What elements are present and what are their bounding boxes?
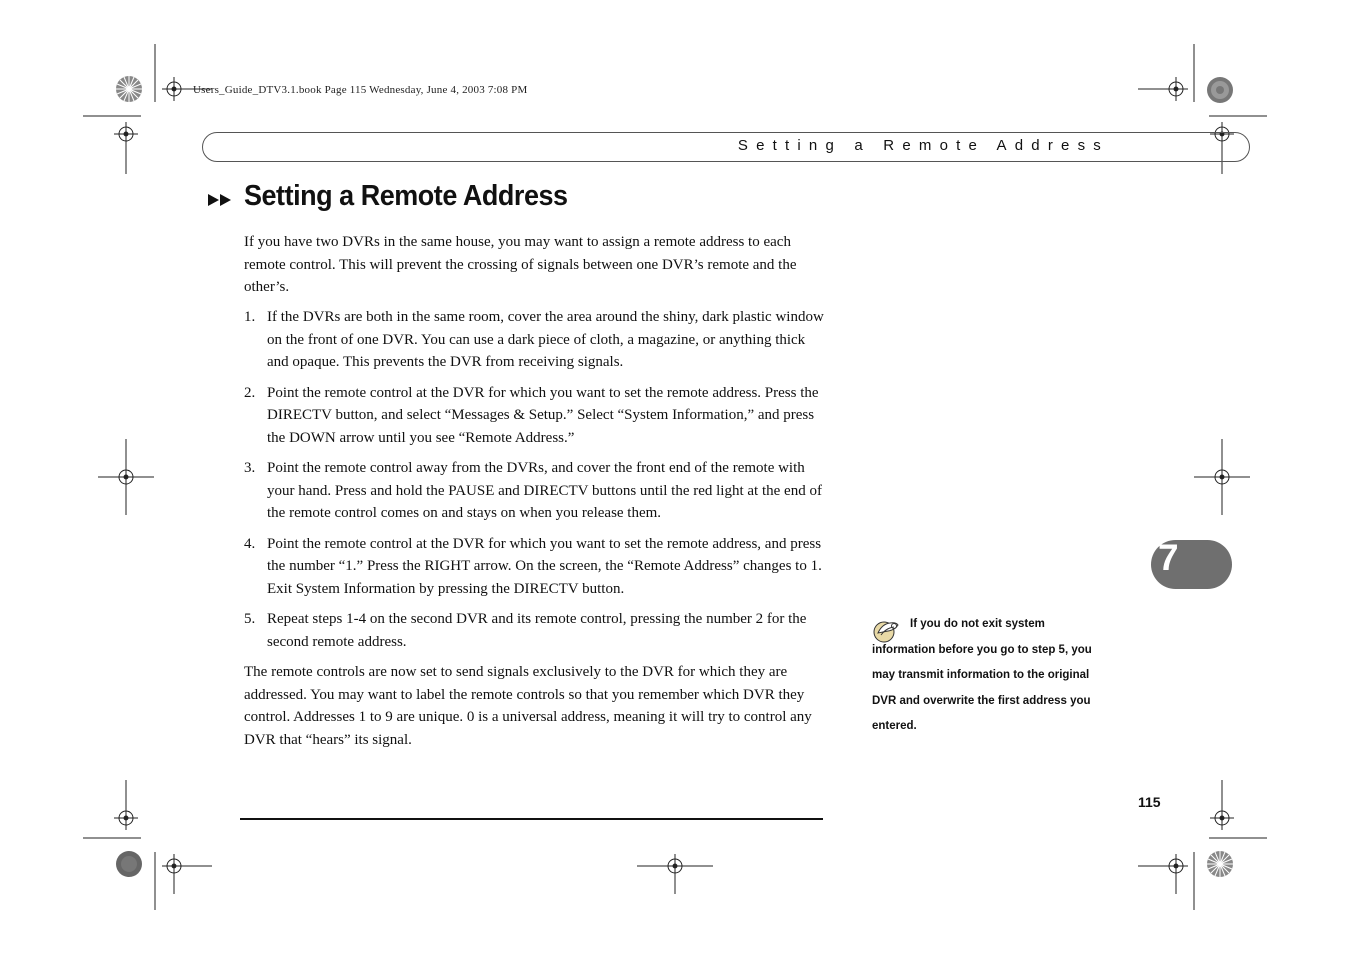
- list-item: [244, 382, 824, 450]
- step-number: 4.: [244, 535, 256, 552]
- closing-paragraph: The remote controls are now set to send signals exclusively to the DVR for which they are addressed. You may want to label the remote controls so that you remember which DVR they control. Addresses 1 to 9 are unique. 0 is a universal address, meaning it will try to control any DVR that “hears” its signal.: [244, 664, 812, 748]
- list-item: [244, 608, 824, 653]
- steps-list: [244, 306, 824, 661]
- double-arrow-icon: [208, 194, 234, 206]
- step-number: 1.: [244, 309, 256, 325]
- running-header: Setting a Remote Address: [737, 137, 1109, 154]
- margin-note: If you do not exit system information before you go to step 5, you may transmit information to the original DVR and overwrite the first address you entered.: [872, 618, 1092, 732]
- step-number: 2.: [244, 384, 256, 401]
- step-text: Point the remote control at the DVR for which you want to set the remote address. Press the DIRECTV button, and select “Messages & Setup.” Select “System Information,” and press the DOWN arrow until you see “Remote Address.”: [267, 384, 819, 446]
- step-number: 3.: [244, 460, 256, 476]
- list-item: [244, 533, 824, 601]
- step-text: If the DVRs are both in the same room, cover the area around the shiny, dark plastic window on the front of one DVR. You can use a dark piece of cloth, a magazine, or anything thick and opaque. This prevents the DVR from receiving signals.: [267, 309, 824, 370]
- list-item: [244, 457, 824, 525]
- file-info: Users_Guide_DTV3.1.book Page 115 Wednesday, June 4, 2003 7:08 PM: [193, 84, 528, 96]
- page-title: Setting a Remote Address: [244, 180, 568, 212]
- step-text: Repeat steps 1-4 on the second DVR and its remote control, pressing the number 2 for the second remote address.: [267, 611, 807, 650]
- list-item: [244, 306, 824, 374]
- step-number: 5.: [244, 611, 256, 627]
- step-text: Point the remote control at the DVR for which you want to set the remote address, and press the number “1.” Press the RIGHT arrow. On the screen, the “Remote Address” changes to 1. Exit System Information by pressing the DIRECTV button.: [267, 535, 822, 597]
- page-number: 115: [1138, 794, 1161, 810]
- intro-paragraph: If you have two DVRs in the same house, you may want to assign a remote address to each remote control. This will prevent the crossing of signals between one DVR’s remote and the other’s.: [244, 234, 797, 295]
- footer-divider: [240, 818, 823, 820]
- step-text: Point the remote control away from the DVRs, and cover the front end of the remote with your hand. Press and hold the PAUSE and DIRECTV buttons until the red light at the end of the remote control comes on and stays on when you release them.: [267, 460, 822, 521]
- chapter-number: 7: [1158, 537, 1179, 578]
